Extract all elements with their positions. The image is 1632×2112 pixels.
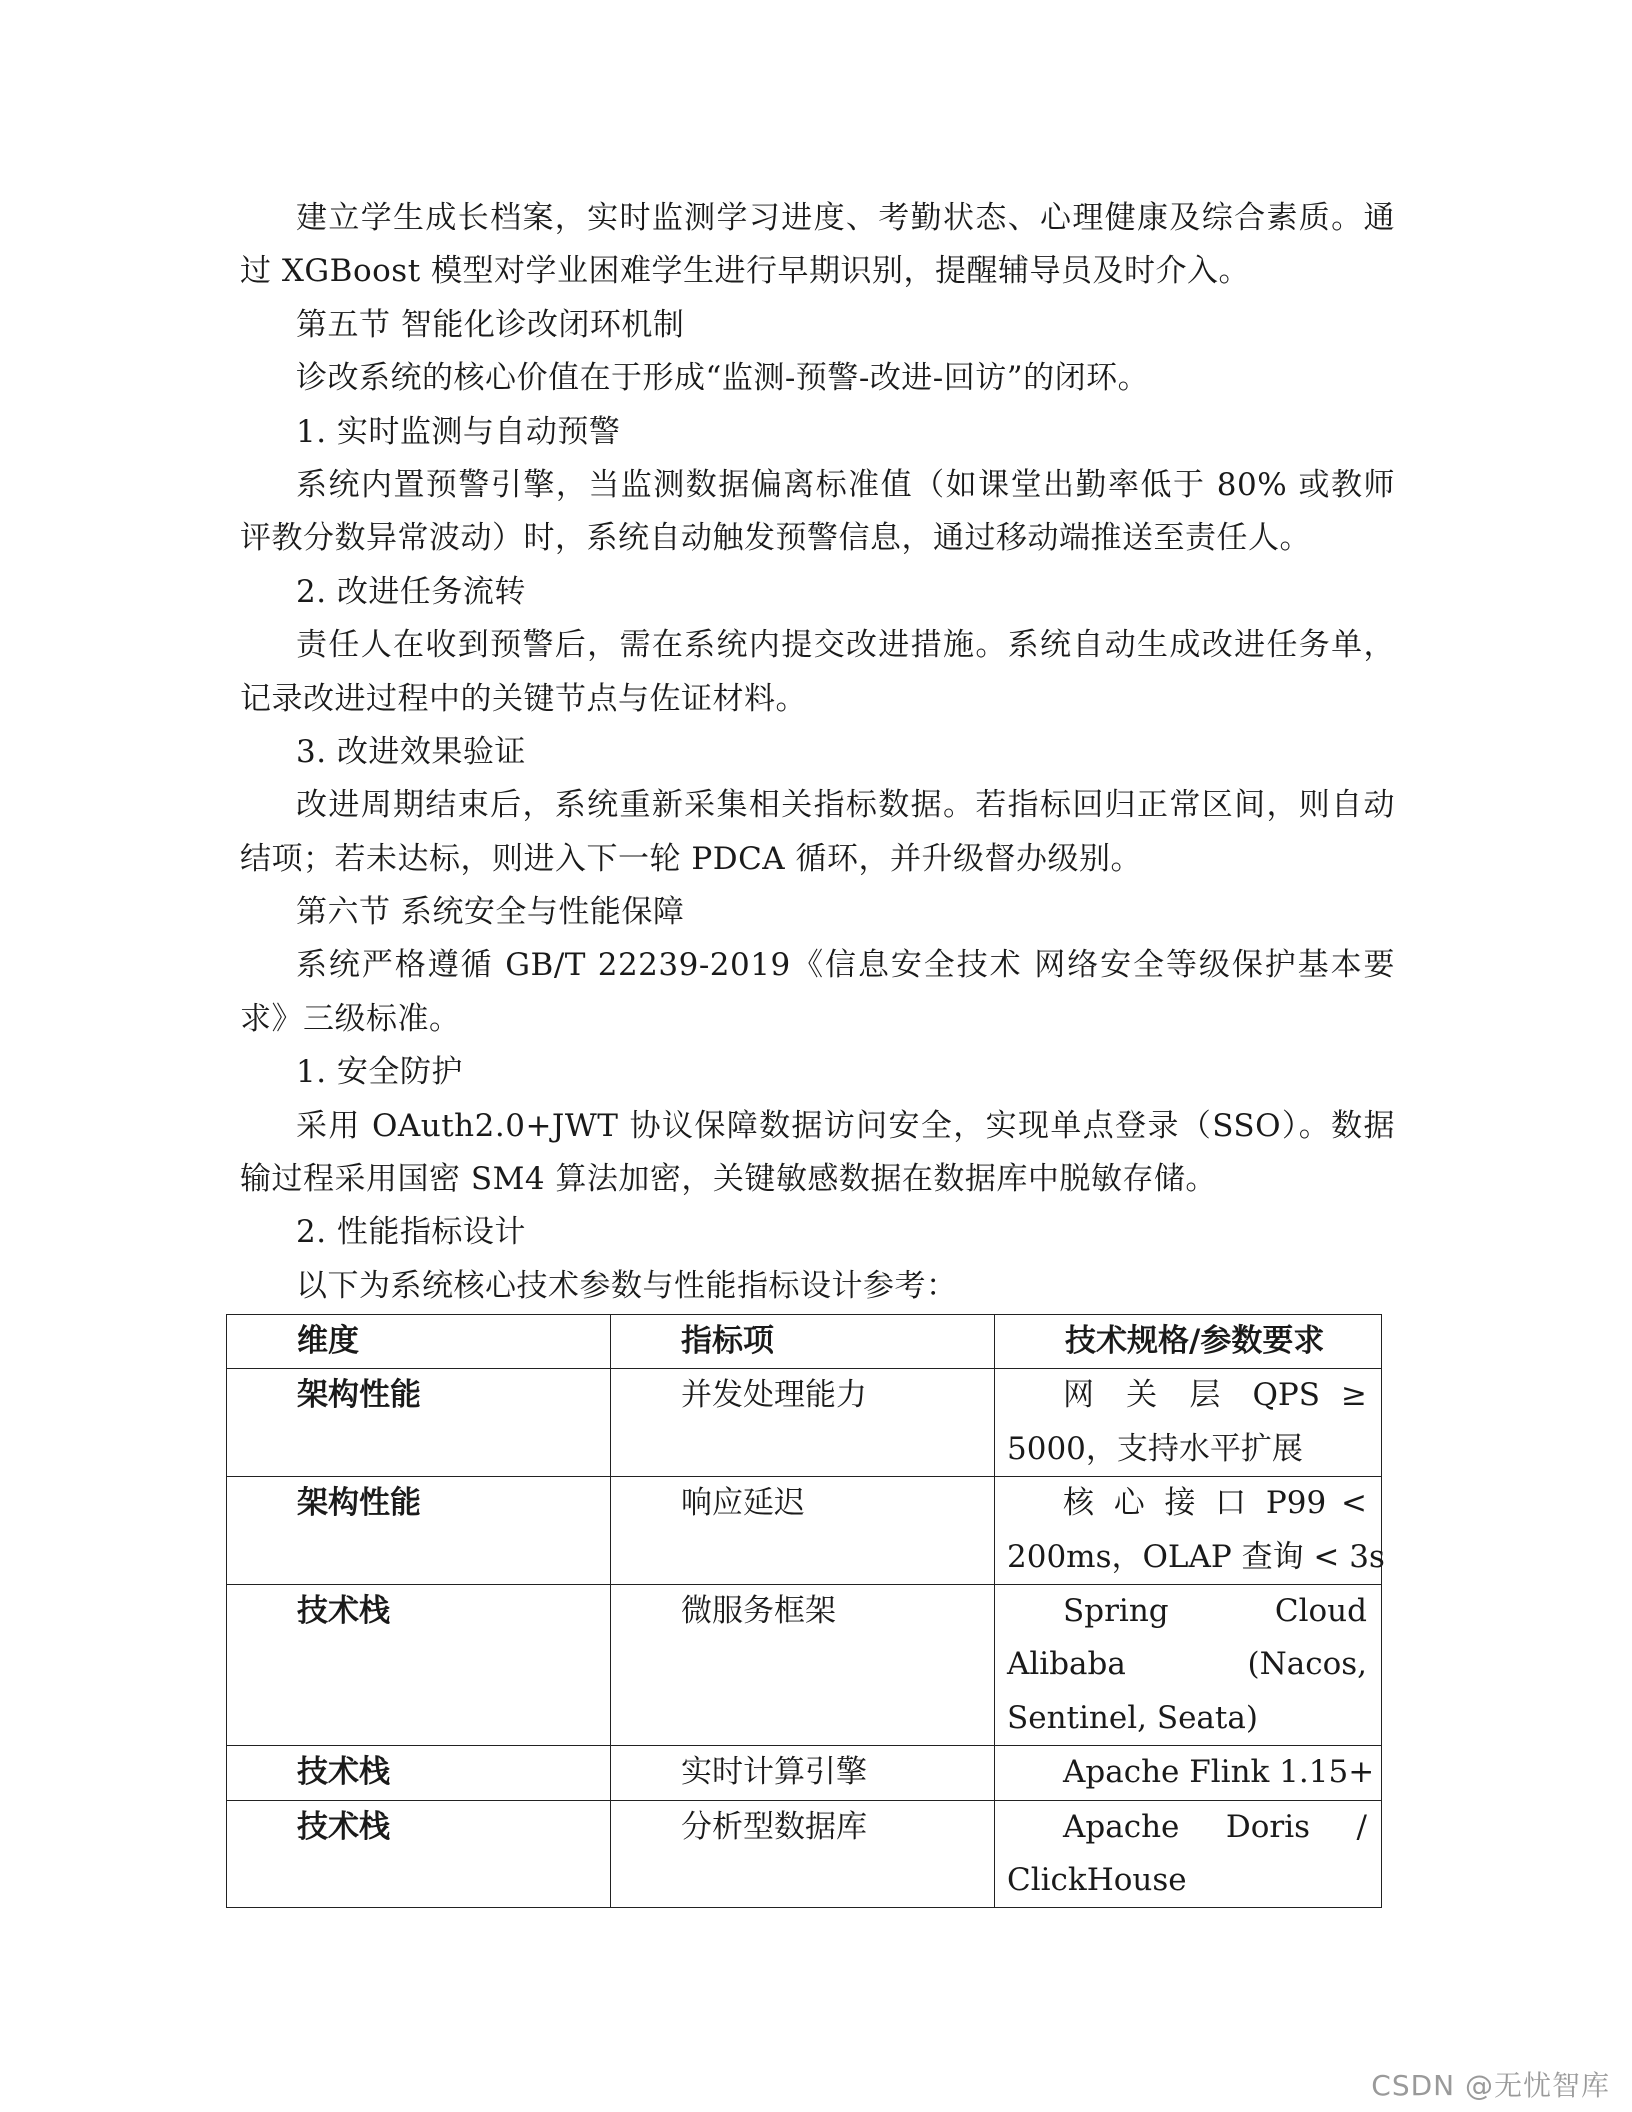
table-row: [227, 1746, 1382, 1800]
table-row: [227, 1800, 1382, 1908]
cell-spec: [995, 1585, 1382, 1746]
cell-dimension: 技术栈: [227, 1585, 611, 1746]
spec-line: Apache Doris /: [1063, 1808, 1367, 1845]
paragraph-line: 责任人在收到预警后，需在系统内提交改进措施。系统自动生成改进任务单，: [296, 627, 1395, 664]
cell-spec: [995, 1477, 1385, 1585]
table-row: [227, 1369, 1382, 1477]
paragraph-line: 系统内置预警引擎，当监测数据偏离标准值（如课堂出勤率低于 80% 或教师: [296, 466, 1395, 503]
paragraph-line: 改进周期结束后，系统重新采集相关指标数据。若指标回归正常区间，则自动: [296, 787, 1395, 824]
cell-metric: 微服务框架: [611, 1585, 995, 1746]
subsection-heading: 3. 改进效果验证: [296, 733, 526, 770]
cell-spec: [995, 1746, 1382, 1800]
body-text: [240, 192, 1395, 1313]
table-row: [227, 1477, 1382, 1585]
spec-line: 200ms，OLAP 查询 < 3s: [1007, 1538, 1385, 1575]
spec-line: Alibaba (Nacos,: [1007, 1646, 1367, 1683]
cell-metric: 响应延迟: [611, 1477, 995, 1585]
subsection-heading: 2. 改进任务流转: [296, 573, 526, 610]
cell-metric: 分析型数据库: [611, 1800, 995, 1908]
spec-line: 网 关 层 QPS ≥: [1063, 1377, 1367, 1414]
spec-table: [226, 1314, 1385, 1908]
header-metric: 指标项: [611, 1315, 995, 1369]
cell-metric: 并发处理能力: [611, 1369, 995, 1477]
subsection-heading: 1. 实时监测与自动预警: [296, 413, 621, 450]
spec-line: Spring Cloud: [1063, 1593, 1367, 1630]
spec-line: 核 心 接 口 P99 <: [1063, 1485, 1367, 1522]
paragraph-line: 系统严格遵循 GB/T 22239-2019《信息安全技术 网络安全等级保护基本要: [296, 947, 1395, 984]
paragraph-line: 以下为系统核心技术参数与性能指标设计参考：: [296, 1267, 958, 1304]
header-dimension: 维度: [227, 1315, 611, 1369]
paragraph-line: 求》三级标准。: [240, 1000, 461, 1037]
paragraph-line: 结项；若未达标，则进入下一轮 PDCA 循环，并升级督办级别。: [240, 840, 1143, 877]
cell-dimension: 技术栈: [227, 1800, 611, 1908]
paragraph-line: 评教分数异常波动）时，系统自动触发预警信息，通过移动端推送至责任人。: [240, 520, 1311, 557]
cell-dimension: 架构性能: [227, 1477, 611, 1585]
paragraph-line: 采用 OAuth2.0+JWT 协议保障数据访问安全，实现单点登录（SSO）。数据: [296, 1107, 1395, 1144]
table-header-row: [227, 1315, 1382, 1369]
header-spec: 技术规格/参数要求: [995, 1315, 1382, 1369]
subsection-heading: 1. 安全防护: [296, 1054, 463, 1091]
paragraph-line: 记录改进过程中的关键节点与佐证材料。: [240, 680, 807, 717]
cell-dimension: 架构性能: [227, 1369, 611, 1477]
cell-metric: 实时计算引擎: [611, 1746, 995, 1800]
paragraph-line: 过 XGBoost 模型对学业困难学生进行早期识别，提醒辅导员及时介入。: [240, 253, 1251, 290]
paragraph-line: 建立学生成长档案，实时监测学习进度、考勤状态、心理健康及综合素质。通: [296, 200, 1395, 236]
table-row: [227, 1585, 1382, 1746]
section-title-6: 第六节 系统安全与性能保障: [296, 894, 685, 931]
cell-dimension: 技术栈: [227, 1746, 611, 1800]
cell-spec: [995, 1369, 1382, 1477]
paragraph-line: 诊改系统的核心价值在于形成“监测-预警-改进-回访”的闭环。: [296, 360, 1150, 397]
paragraph-line: 输过程采用国密 SM4 算法加密，关键敏感数据在数据库中脱敏存储。: [240, 1161, 1217, 1198]
spec-line: 5000，支持水平扩展: [1007, 1430, 1303, 1467]
subsection-heading: 2. 性能指标设计: [296, 1214, 526, 1251]
spec-line: Apache Flink 1.15+: [1063, 1754, 1375, 1791]
cell-spec: [995, 1800, 1382, 1908]
spec-line: ClickHouse: [1007, 1862, 1187, 1899]
section-title-5: 第五节 智能化诊改闭环机制: [296, 306, 685, 343]
watermark: CSDN @无忧智库: [1371, 2069, 1610, 2102]
spec-line: Sentinel, Seata): [1007, 1699, 1258, 1736]
